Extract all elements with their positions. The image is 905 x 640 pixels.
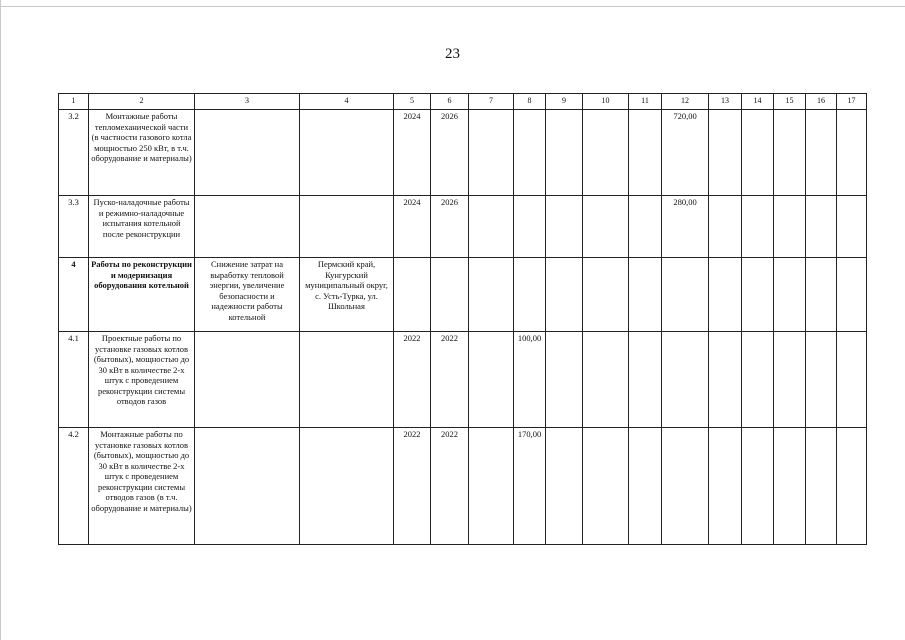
work-goal — [195, 332, 300, 428]
table-row — [59, 110, 867, 196]
cell — [806, 258, 837, 332]
cell — [709, 196, 742, 258]
column-header: 7 — [469, 94, 514, 110]
cell — [742, 110, 774, 196]
work-name: Работы по реконструкции и модернизация оборудования котельной — [89, 258, 195, 332]
work-address — [300, 332, 394, 428]
amount-col12: 280,00 — [662, 196, 709, 258]
column-header: 4 — [300, 94, 394, 110]
work-goal: Снижение затрат на выработку тепловой энергии, увеличение безопасности и надежности работы котельной — [195, 258, 300, 332]
cell — [546, 258, 583, 332]
cell — [742, 332, 774, 428]
cell — [709, 258, 742, 332]
cell — [583, 258, 629, 332]
cell — [774, 258, 806, 332]
work-name: Монтажные работы тепломеханической части (в частности газового котла мощностью 250 кВт, в т.ч. оборудование и материалы) — [89, 110, 195, 196]
amount-col12 — [662, 332, 709, 428]
cell — [546, 196, 583, 258]
table-row — [59, 428, 867, 545]
work-goal — [195, 196, 300, 258]
column-header: 11 — [629, 94, 662, 110]
column-header: 9 — [546, 94, 583, 110]
table-row — [59, 258, 867, 332]
cell — [806, 428, 837, 545]
work-address — [300, 110, 394, 196]
cell — [546, 428, 583, 545]
work-name: Монтажные работы по установке газовых котлов (бытовых), мощностью до 30 кВт в количестве 2-х штук с проведением реконструкции системы отводов газов (в т.ч. оборудование и материалы) — [89, 428, 195, 545]
cell — [774, 428, 806, 545]
scan-edge-left — [0, 0, 1, 640]
cell — [742, 428, 774, 545]
amount-col12 — [662, 428, 709, 545]
cell — [469, 428, 514, 545]
work-address — [300, 196, 394, 258]
cell — [837, 258, 867, 332]
end-year: 2026 — [431, 110, 469, 196]
cell — [583, 110, 629, 196]
scan-edge-top — [0, 6, 905, 7]
cell — [546, 110, 583, 196]
cell — [709, 110, 742, 196]
work-goal — [195, 110, 300, 196]
table-row — [59, 196, 867, 258]
column-header: 13 — [709, 94, 742, 110]
page-number: 23 — [445, 46, 460, 62]
amount-col8: 100,00 — [514, 332, 546, 428]
cell — [806, 332, 837, 428]
cell — [469, 258, 514, 332]
work-goal — [195, 428, 300, 545]
row-number: 4 — [59, 258, 89, 332]
column-number-row — [59, 94, 867, 110]
cell — [469, 110, 514, 196]
column-header: 10 — [583, 94, 629, 110]
column-header: 14 — [742, 94, 774, 110]
cell — [629, 110, 662, 196]
program-table — [58, 93, 867, 545]
table-row — [59, 332, 867, 428]
work-address — [300, 428, 394, 545]
cell — [742, 258, 774, 332]
column-header: 2 — [89, 94, 195, 110]
cell — [806, 196, 837, 258]
cell — [546, 332, 583, 428]
cell — [469, 196, 514, 258]
column-header: 3 — [195, 94, 300, 110]
cell — [629, 332, 662, 428]
cell — [709, 428, 742, 545]
row-number: 4.1 — [59, 332, 89, 428]
start-year: 2022 — [394, 428, 431, 545]
cell — [837, 428, 867, 545]
column-header: 15 — [774, 94, 806, 110]
start-year: 2022 — [394, 332, 431, 428]
cell — [806, 110, 837, 196]
work-name: Проектные работы по установке газовых котлов (бытовых), мощностью до 30 кВт в количестве 2-х штук с проведением реконструкции системы отводов газов — [89, 332, 195, 428]
start-year: 2024 — [394, 196, 431, 258]
cell — [629, 258, 662, 332]
amount-col12: 720,00 — [662, 110, 709, 196]
amount-col12 — [662, 258, 709, 332]
column-header: 17 — [837, 94, 867, 110]
cell — [469, 332, 514, 428]
column-header: 6 — [431, 94, 469, 110]
cell — [583, 332, 629, 428]
end-year: 2026 — [431, 196, 469, 258]
column-header: 12 — [662, 94, 709, 110]
amount-col8 — [514, 196, 546, 258]
cell — [774, 110, 806, 196]
end-year — [431, 258, 469, 332]
cell — [742, 196, 774, 258]
cell — [774, 332, 806, 428]
start-year: 2024 — [394, 110, 431, 196]
column-header: 8 — [514, 94, 546, 110]
row-number: 4.2 — [59, 428, 89, 545]
cell — [774, 196, 806, 258]
cell — [709, 332, 742, 428]
cell — [837, 110, 867, 196]
cell — [837, 332, 867, 428]
row-number: 3.3 — [59, 196, 89, 258]
work-address: Пермский край, Кунгурский муниципальный округ, с. Усть-Турка, ул. Школьная — [300, 258, 394, 332]
cell — [583, 428, 629, 545]
end-year: 2022 — [431, 428, 469, 545]
column-header: 5 — [394, 94, 431, 110]
work-name: Пуско-наладочные работы и режимно-наладочные испытания котельной после реконструкции — [89, 196, 195, 258]
amount-col8: 170,00 — [514, 428, 546, 545]
cell — [629, 428, 662, 545]
column-header: 16 — [806, 94, 837, 110]
end-year: 2022 — [431, 332, 469, 428]
amount-col8 — [514, 258, 546, 332]
row-number: 3.2 — [59, 110, 89, 196]
cell — [583, 196, 629, 258]
cell — [629, 196, 662, 258]
amount-col8 — [514, 110, 546, 196]
cell — [837, 196, 867, 258]
start-year — [394, 258, 431, 332]
column-header: 1 — [59, 94, 89, 110]
